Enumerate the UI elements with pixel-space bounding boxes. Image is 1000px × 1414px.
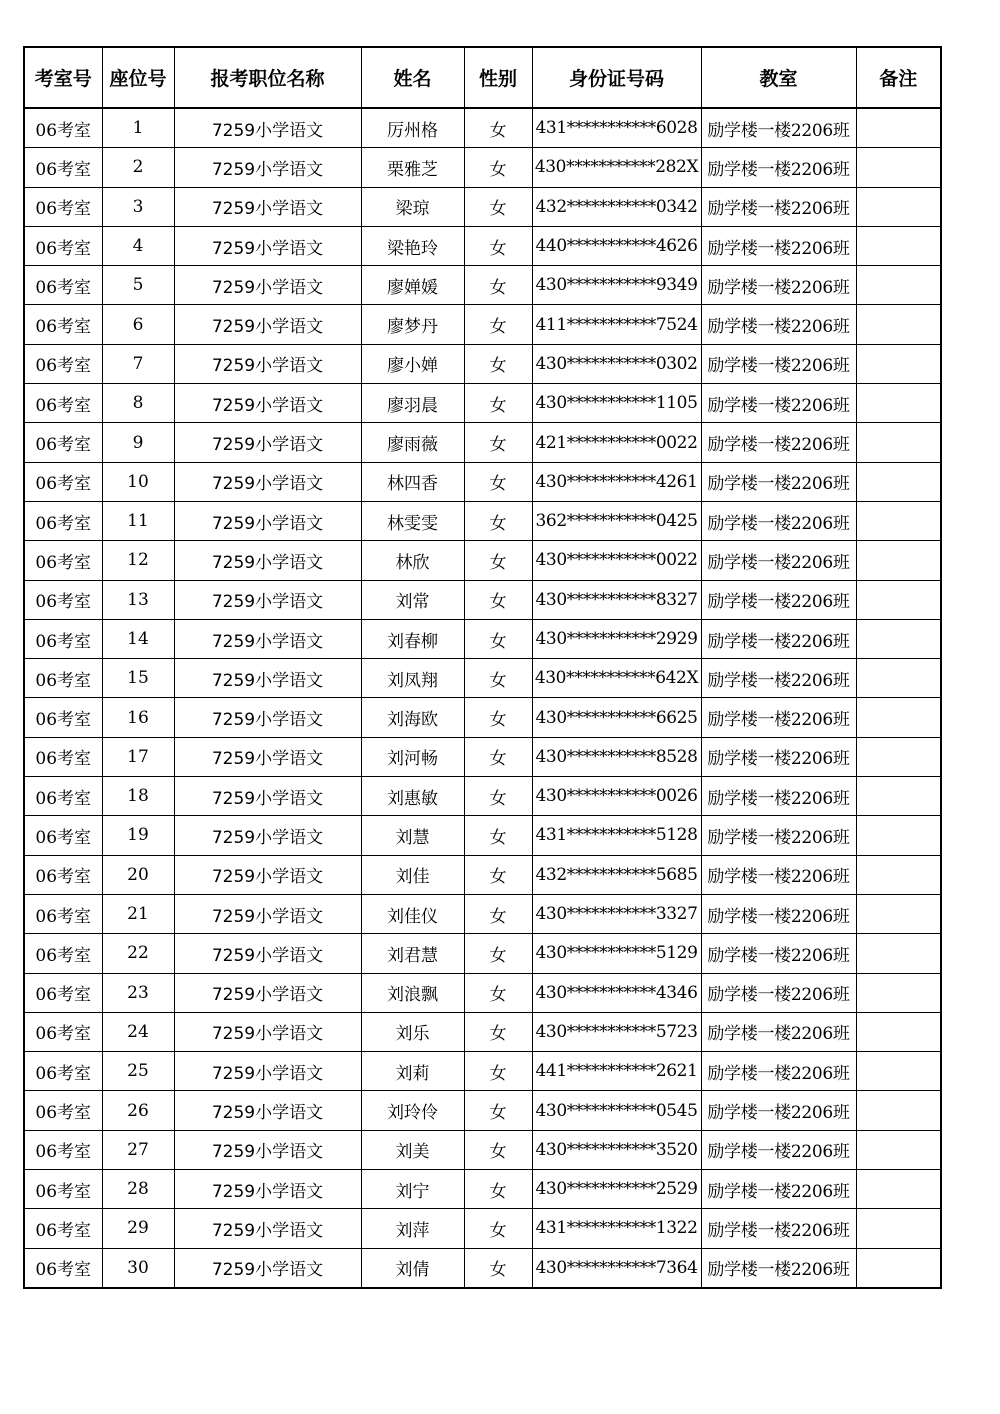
- cell-gender: 女: [464, 737, 532, 776]
- cell-note: [856, 777, 941, 816]
- cell-note: [856, 580, 941, 619]
- cell-note: [856, 541, 941, 580]
- cell-id-number: 362***********0425: [532, 501, 701, 540]
- cell-note: [856, 384, 941, 423]
- cell-id-number: 430***********8528: [532, 737, 701, 776]
- cell-note: [856, 934, 941, 973]
- cell-post: 7259小学语文: [174, 816, 361, 855]
- cell-name: 廖梦丹: [361, 305, 464, 344]
- table-row: [24, 108, 941, 148]
- cell-note: [856, 698, 941, 737]
- table-row: [24, 1130, 941, 1169]
- cell-room: 06考室: [24, 384, 102, 423]
- cell-seat: 15: [102, 659, 174, 698]
- cell-name: 刘春柳: [361, 619, 464, 658]
- cell-gender: 女: [464, 226, 532, 265]
- cell-note: [856, 1052, 941, 1091]
- cell-room: 06考室: [24, 187, 102, 226]
- table-row: [24, 148, 941, 187]
- cell-room: 06考室: [24, 973, 102, 1012]
- cell-seat: 3: [102, 187, 174, 226]
- cell-note: [856, 659, 941, 698]
- cell-note: [856, 1248, 941, 1288]
- cell-classroom: 励学楼一楼2206班: [701, 934, 856, 973]
- cell-id-number: 432***********0342: [532, 187, 701, 226]
- table-row: [24, 855, 941, 894]
- cell-seat: 10: [102, 462, 174, 501]
- cell-seat: 18: [102, 777, 174, 816]
- cell-room: 06考室: [24, 698, 102, 737]
- cell-id-number: 430***********0026: [532, 777, 701, 816]
- cell-classroom: 励学楼一楼2206班: [701, 1170, 856, 1209]
- cell-gender: 女: [464, 384, 532, 423]
- cell-seat: 21: [102, 894, 174, 933]
- cell-gender: 女: [464, 462, 532, 501]
- cell-name: 林雯雯: [361, 501, 464, 540]
- cell-classroom: 励学楼一楼2206班: [701, 698, 856, 737]
- cell-name: 刘凤翔: [361, 659, 464, 698]
- cell-room: 06考室: [24, 1052, 102, 1091]
- table-row: [24, 187, 941, 226]
- cell-gender: 女: [464, 934, 532, 973]
- cell-name: 栗雅芝: [361, 148, 464, 187]
- table-row: [24, 894, 941, 933]
- cell-classroom: 励学楼一楼2206班: [701, 108, 856, 148]
- cell-seat: 24: [102, 1012, 174, 1051]
- cell-post: 7259小学语文: [174, 973, 361, 1012]
- header-id-number: 身份证号码: [532, 47, 701, 108]
- cell-post: 7259小学语文: [174, 894, 361, 933]
- cell-id-number: 430***********2529: [532, 1170, 701, 1209]
- cell-id-number: 432***********5685: [532, 855, 701, 894]
- cell-seat: 6: [102, 305, 174, 344]
- cell-room: 06考室: [24, 894, 102, 933]
- table-row: [24, 344, 941, 383]
- cell-id-number: 430***********2929: [532, 619, 701, 658]
- header-name: 姓名: [361, 47, 464, 108]
- cell-name: 刘萍: [361, 1209, 464, 1248]
- cell-post: 7259小学语文: [174, 305, 361, 344]
- cell-classroom: 励学楼一楼2206班: [701, 1091, 856, 1130]
- cell-id-number: 430***********0545: [532, 1091, 701, 1130]
- cell-note: [856, 187, 941, 226]
- header-note: 备注: [856, 47, 941, 108]
- cell-gender: 女: [464, 894, 532, 933]
- cell-id-number: 431***********1322: [532, 1209, 701, 1248]
- cell-seat: 22: [102, 934, 174, 973]
- cell-seat: 27: [102, 1130, 174, 1169]
- cell-gender: 女: [464, 423, 532, 462]
- cell-room: 06考室: [24, 1130, 102, 1169]
- cell-name: 梁琼: [361, 187, 464, 226]
- cell-classroom: 励学楼一楼2206班: [701, 384, 856, 423]
- table-row: [24, 462, 941, 501]
- cell-post: 7259小学语文: [174, 344, 361, 383]
- table-row: [24, 266, 941, 305]
- table-row: [24, 934, 941, 973]
- cell-name: 刘玲伶: [361, 1091, 464, 1130]
- cell-gender: 女: [464, 148, 532, 187]
- cell-room: 06考室: [24, 148, 102, 187]
- cell-seat: 23: [102, 973, 174, 1012]
- cell-room: 06考室: [24, 266, 102, 305]
- cell-seat: 17: [102, 737, 174, 776]
- table-row: [24, 1012, 941, 1051]
- cell-classroom: 励学楼一楼2206班: [701, 1052, 856, 1091]
- cell-seat: 9: [102, 423, 174, 462]
- cell-classroom: 励学楼一楼2206班: [701, 1209, 856, 1248]
- cell-post: 7259小学语文: [174, 148, 361, 187]
- cell-name: 刘惠敏: [361, 777, 464, 816]
- cell-name: 刘莉: [361, 1052, 464, 1091]
- cell-note: [856, 816, 941, 855]
- cell-room: 06考室: [24, 934, 102, 973]
- cell-classroom: 励学楼一楼2206班: [701, 580, 856, 619]
- cell-gender: 女: [464, 816, 532, 855]
- cell-room: 06考室: [24, 619, 102, 658]
- cell-classroom: 励学楼一楼2206班: [701, 1130, 856, 1169]
- cell-seat: 5: [102, 266, 174, 305]
- cell-note: [856, 462, 941, 501]
- cell-classroom: 励学楼一楼2206班: [701, 1248, 856, 1288]
- cell-classroom: 励学楼一楼2206班: [701, 226, 856, 265]
- cell-seat: 20: [102, 855, 174, 894]
- cell-room: 06考室: [24, 1170, 102, 1209]
- cell-room: 06考室: [24, 501, 102, 540]
- cell-room: 06考室: [24, 855, 102, 894]
- cell-room: 06考室: [24, 108, 102, 148]
- cell-classroom: 励学楼一楼2206班: [701, 619, 856, 658]
- cell-classroom: 励学楼一楼2206班: [701, 462, 856, 501]
- cell-seat: 1: [102, 108, 174, 148]
- cell-seat: 8: [102, 384, 174, 423]
- cell-gender: 女: [464, 580, 532, 619]
- table-row: [24, 1248, 941, 1288]
- cell-room: 06考室: [24, 816, 102, 855]
- header-gender: 性别: [464, 47, 532, 108]
- cell-name: 刘佳: [361, 855, 464, 894]
- cell-gender: 女: [464, 1130, 532, 1169]
- cell-post: 7259小学语文: [174, 619, 361, 658]
- cell-classroom: 励学楼一楼2206班: [701, 541, 856, 580]
- cell-name: 刘君慧: [361, 934, 464, 973]
- cell-id-number: 430***********5129: [532, 934, 701, 973]
- cell-seat: 30: [102, 1248, 174, 1288]
- cell-classroom: 励学楼一楼2206班: [701, 737, 856, 776]
- cell-id-number: 431***********5128: [532, 816, 701, 855]
- cell-post: 7259小学语文: [174, 108, 361, 148]
- cell-note: [856, 894, 941, 933]
- cell-classroom: 励学楼一楼2206班: [701, 894, 856, 933]
- cell-post: 7259小学语文: [174, 777, 361, 816]
- cell-post: 7259小学语文: [174, 501, 361, 540]
- cell-id-number: 430***********1105: [532, 384, 701, 423]
- cell-gender: 女: [464, 344, 532, 383]
- cell-post: 7259小学语文: [174, 462, 361, 501]
- cell-note: [856, 423, 941, 462]
- cell-post: 7259小学语文: [174, 698, 361, 737]
- cell-room: 06考室: [24, 541, 102, 580]
- cell-seat: 19: [102, 816, 174, 855]
- table-row: [24, 1170, 941, 1209]
- cell-gender: 女: [464, 1209, 532, 1248]
- cell-post: 7259小学语文: [174, 855, 361, 894]
- cell-post: 7259小学语文: [174, 659, 361, 698]
- cell-classroom: 励学楼一楼2206班: [701, 816, 856, 855]
- cell-name: 刘宁: [361, 1170, 464, 1209]
- table-row: [24, 737, 941, 776]
- cell-name: 梁艳玲: [361, 226, 464, 265]
- table-row: [24, 1052, 941, 1091]
- cell-post: 7259小学语文: [174, 737, 361, 776]
- table-row: [24, 1209, 941, 1248]
- cell-gender: 女: [464, 541, 532, 580]
- cell-post: 7259小学语文: [174, 1012, 361, 1051]
- cell-gender: 女: [464, 659, 532, 698]
- table-row: [24, 1091, 941, 1130]
- cell-post: 7259小学语文: [174, 1248, 361, 1288]
- cell-gender: 女: [464, 1012, 532, 1051]
- table-row: [24, 580, 941, 619]
- cell-seat: 29: [102, 1209, 174, 1248]
- cell-classroom: 励学楼一楼2206班: [701, 423, 856, 462]
- cell-id-number: 411***********7524: [532, 305, 701, 344]
- cell-post: 7259小学语文: [174, 1130, 361, 1169]
- cell-classroom: 励学楼一楼2206班: [701, 305, 856, 344]
- cell-id-number: 430***********4346: [532, 973, 701, 1012]
- cell-id-number: 430***********5723: [532, 1012, 701, 1051]
- cell-classroom: 励学楼一楼2206班: [701, 659, 856, 698]
- cell-gender: 女: [464, 1248, 532, 1288]
- table-row: [24, 659, 941, 698]
- cell-room: 06考室: [24, 462, 102, 501]
- cell-id-number: 430***********4261: [532, 462, 701, 501]
- cell-post: 7259小学语文: [174, 384, 361, 423]
- cell-seat: 13: [102, 580, 174, 619]
- cell-post: 7259小学语文: [174, 187, 361, 226]
- cell-seat: 7: [102, 344, 174, 383]
- cell-post: 7259小学语文: [174, 934, 361, 973]
- table-row: [24, 384, 941, 423]
- cell-note: [856, 619, 941, 658]
- header-room: 考室号: [24, 47, 102, 108]
- table-row: [24, 541, 941, 580]
- cell-classroom: 励学楼一楼2206班: [701, 187, 856, 226]
- cell-id-number: 430***********3520: [532, 1130, 701, 1169]
- cell-gender: 女: [464, 855, 532, 894]
- cell-id-number: 430***********0022: [532, 541, 701, 580]
- cell-post: 7259小学语文: [174, 1209, 361, 1248]
- cell-gender: 女: [464, 501, 532, 540]
- cell-name: 林欣: [361, 541, 464, 580]
- cell-id-number: 430***********642X: [532, 659, 701, 698]
- cell-classroom: 励学楼一楼2206班: [701, 1012, 856, 1051]
- cell-id-number: 430***********8327: [532, 580, 701, 619]
- cell-room: 06考室: [24, 659, 102, 698]
- cell-room: 06考室: [24, 580, 102, 619]
- cell-gender: 女: [464, 698, 532, 737]
- table-header-row: [24, 47, 941, 108]
- cell-post: 7259小学语文: [174, 226, 361, 265]
- cell-room: 06考室: [24, 423, 102, 462]
- cell-room: 06考室: [24, 1012, 102, 1051]
- cell-note: [856, 501, 941, 540]
- cell-seat: 14: [102, 619, 174, 658]
- cell-name: 厉州格: [361, 108, 464, 148]
- cell-room: 06考室: [24, 344, 102, 383]
- cell-gender: 女: [464, 305, 532, 344]
- cell-name: 刘常: [361, 580, 464, 619]
- table-body: [24, 108, 941, 1288]
- header-seat: 座位号: [102, 47, 174, 108]
- cell-name: 廖小婵: [361, 344, 464, 383]
- exam-seating-table: [23, 46, 942, 1289]
- header-post: 报考职位名称: [174, 47, 361, 108]
- cell-note: [856, 344, 941, 383]
- cell-note: [856, 266, 941, 305]
- cell-seat: 4: [102, 226, 174, 265]
- cell-id-number: 430***********6625: [532, 698, 701, 737]
- cell-id-number: 430***********0302: [532, 344, 701, 383]
- cell-name: 刘倩: [361, 1248, 464, 1288]
- cell-note: [856, 305, 941, 344]
- cell-name: 刘佳仪: [361, 894, 464, 933]
- cell-room: 06考室: [24, 737, 102, 776]
- cell-post: 7259小学语文: [174, 1170, 361, 1209]
- table-row: [24, 226, 941, 265]
- cell-post: 7259小学语文: [174, 541, 361, 580]
- cell-seat: 16: [102, 698, 174, 737]
- cell-seat: 25: [102, 1052, 174, 1091]
- cell-id-number: 431***********6028: [532, 108, 701, 148]
- table-row: [24, 423, 941, 462]
- cell-name: 廖羽晨: [361, 384, 464, 423]
- cell-id-number: 430***********282X: [532, 148, 701, 187]
- cell-classroom: 励学楼一楼2206班: [701, 501, 856, 540]
- cell-post: 7259小学语文: [174, 580, 361, 619]
- cell-gender: 女: [464, 1170, 532, 1209]
- cell-room: 06考室: [24, 1091, 102, 1130]
- cell-gender: 女: [464, 777, 532, 816]
- cell-seat: 12: [102, 541, 174, 580]
- cell-name: 刘美: [361, 1130, 464, 1169]
- cell-room: 06考室: [24, 305, 102, 344]
- table-row: [24, 619, 941, 658]
- cell-id-number: 430***********9349: [532, 266, 701, 305]
- cell-note: [856, 973, 941, 1012]
- cell-note: [856, 1209, 941, 1248]
- cell-id-number: 441***********2621: [532, 1052, 701, 1091]
- cell-id-number: 421***********0022: [532, 423, 701, 462]
- cell-seat: 28: [102, 1170, 174, 1209]
- cell-gender: 女: [464, 1052, 532, 1091]
- cell-gender: 女: [464, 619, 532, 658]
- cell-seat: 2: [102, 148, 174, 187]
- cell-note: [856, 1170, 941, 1209]
- cell-room: 06考室: [24, 1209, 102, 1248]
- cell-id-number: 430***********3327: [532, 894, 701, 933]
- cell-seat: 11: [102, 501, 174, 540]
- cell-post: 7259小学语文: [174, 266, 361, 305]
- cell-classroom: 励学楼一楼2206班: [701, 344, 856, 383]
- cell-name: 刘乐: [361, 1012, 464, 1051]
- cell-name: 林四香: [361, 462, 464, 501]
- table-row: [24, 501, 941, 540]
- cell-name: 刘慧: [361, 816, 464, 855]
- cell-note: [856, 108, 941, 148]
- cell-post: 7259小学语文: [174, 423, 361, 462]
- cell-note: [856, 855, 941, 894]
- header-classroom: 教室: [701, 47, 856, 108]
- cell-room: 06考室: [24, 777, 102, 816]
- cell-room: 06考室: [24, 1248, 102, 1288]
- cell-note: [856, 226, 941, 265]
- cell-note: [856, 1091, 941, 1130]
- cell-id-number: 440***********4626: [532, 226, 701, 265]
- table-row: [24, 305, 941, 344]
- cell-gender: 女: [464, 1091, 532, 1130]
- cell-classroom: 励学楼一楼2206班: [701, 148, 856, 187]
- table-row: [24, 777, 941, 816]
- cell-classroom: 励学楼一楼2206班: [701, 266, 856, 305]
- cell-post: 7259小学语文: [174, 1052, 361, 1091]
- cell-note: [856, 1130, 941, 1169]
- table-row: [24, 973, 941, 1012]
- cell-classroom: 励学楼一楼2206班: [701, 777, 856, 816]
- cell-name: 刘海欧: [361, 698, 464, 737]
- table-row: [24, 816, 941, 855]
- cell-name: 刘浪飘: [361, 973, 464, 1012]
- cell-name: 廖婵媛: [361, 266, 464, 305]
- cell-room: 06考室: [24, 226, 102, 265]
- cell-post: 7259小学语文: [174, 1091, 361, 1130]
- cell-name: 廖雨薇: [361, 423, 464, 462]
- cell-seat: 26: [102, 1091, 174, 1130]
- cell-name: 刘河畅: [361, 737, 464, 776]
- cell-gender: 女: [464, 266, 532, 305]
- cell-classroom: 励学楼一楼2206班: [701, 855, 856, 894]
- cell-id-number: 430***********7364: [532, 1248, 701, 1288]
- cell-note: [856, 148, 941, 187]
- cell-note: [856, 1012, 941, 1051]
- cell-classroom: 励学楼一楼2206班: [701, 973, 856, 1012]
- cell-note: [856, 737, 941, 776]
- cell-gender: 女: [464, 108, 532, 148]
- table-row: [24, 698, 941, 737]
- cell-gender: 女: [464, 973, 532, 1012]
- cell-gender: 女: [464, 187, 532, 226]
